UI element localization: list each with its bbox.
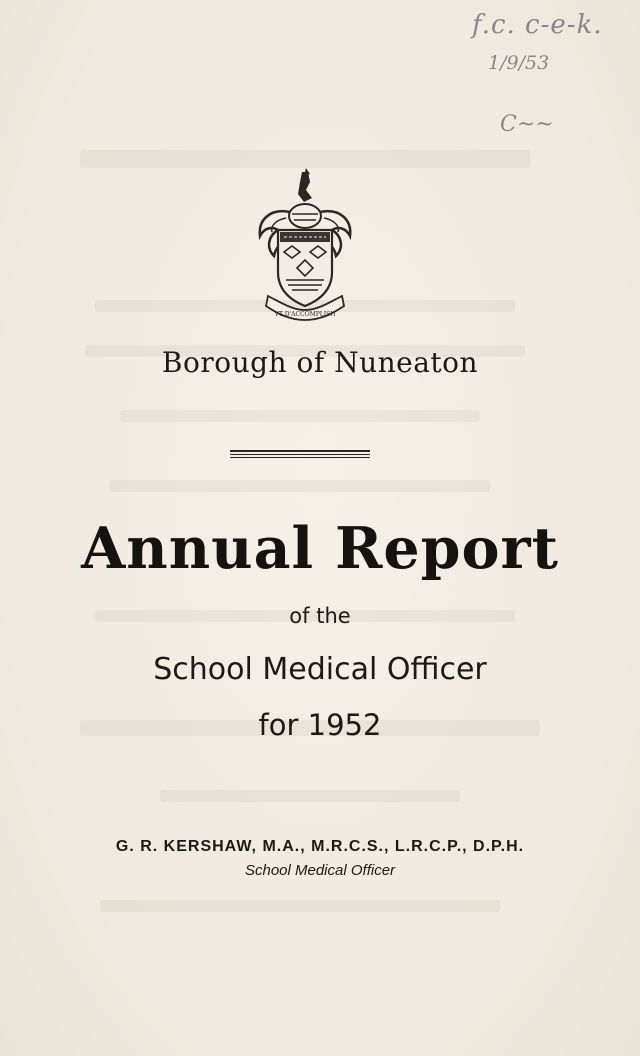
- show-through-text: [110, 480, 490, 492]
- show-through-text: [120, 410, 480, 422]
- handwritten-initials: C~~: [500, 112, 554, 137]
- show-through-text: [160, 790, 460, 802]
- of-the-text: of the: [289, 604, 351, 628]
- borough-name: Borough of Nuneaton: [161, 346, 479, 379]
- report-title: Annual Report: [81, 515, 559, 582]
- borough-crest-icon: [250, 168, 360, 328]
- show-through-text: [80, 150, 530, 168]
- double-rule-divider: [230, 450, 370, 460]
- show-through-text: [100, 900, 500, 912]
- officer-title: School Medical Officer: [153, 652, 487, 687]
- handwritten-date: 1/9/53: [488, 52, 550, 74]
- report-year: for 1952: [258, 708, 382, 742]
- author-name: G. R. KERSHAW, M.A., M.R.C.S., L.R.C.P., D.P.H.: [115, 838, 525, 855]
- handwritten-note: f.c. c-e-k.: [472, 10, 603, 40]
- crest-motto: VT D'ACCOMPLISH: [274, 311, 336, 318]
- author-role: School Medical Officer: [244, 862, 396, 879]
